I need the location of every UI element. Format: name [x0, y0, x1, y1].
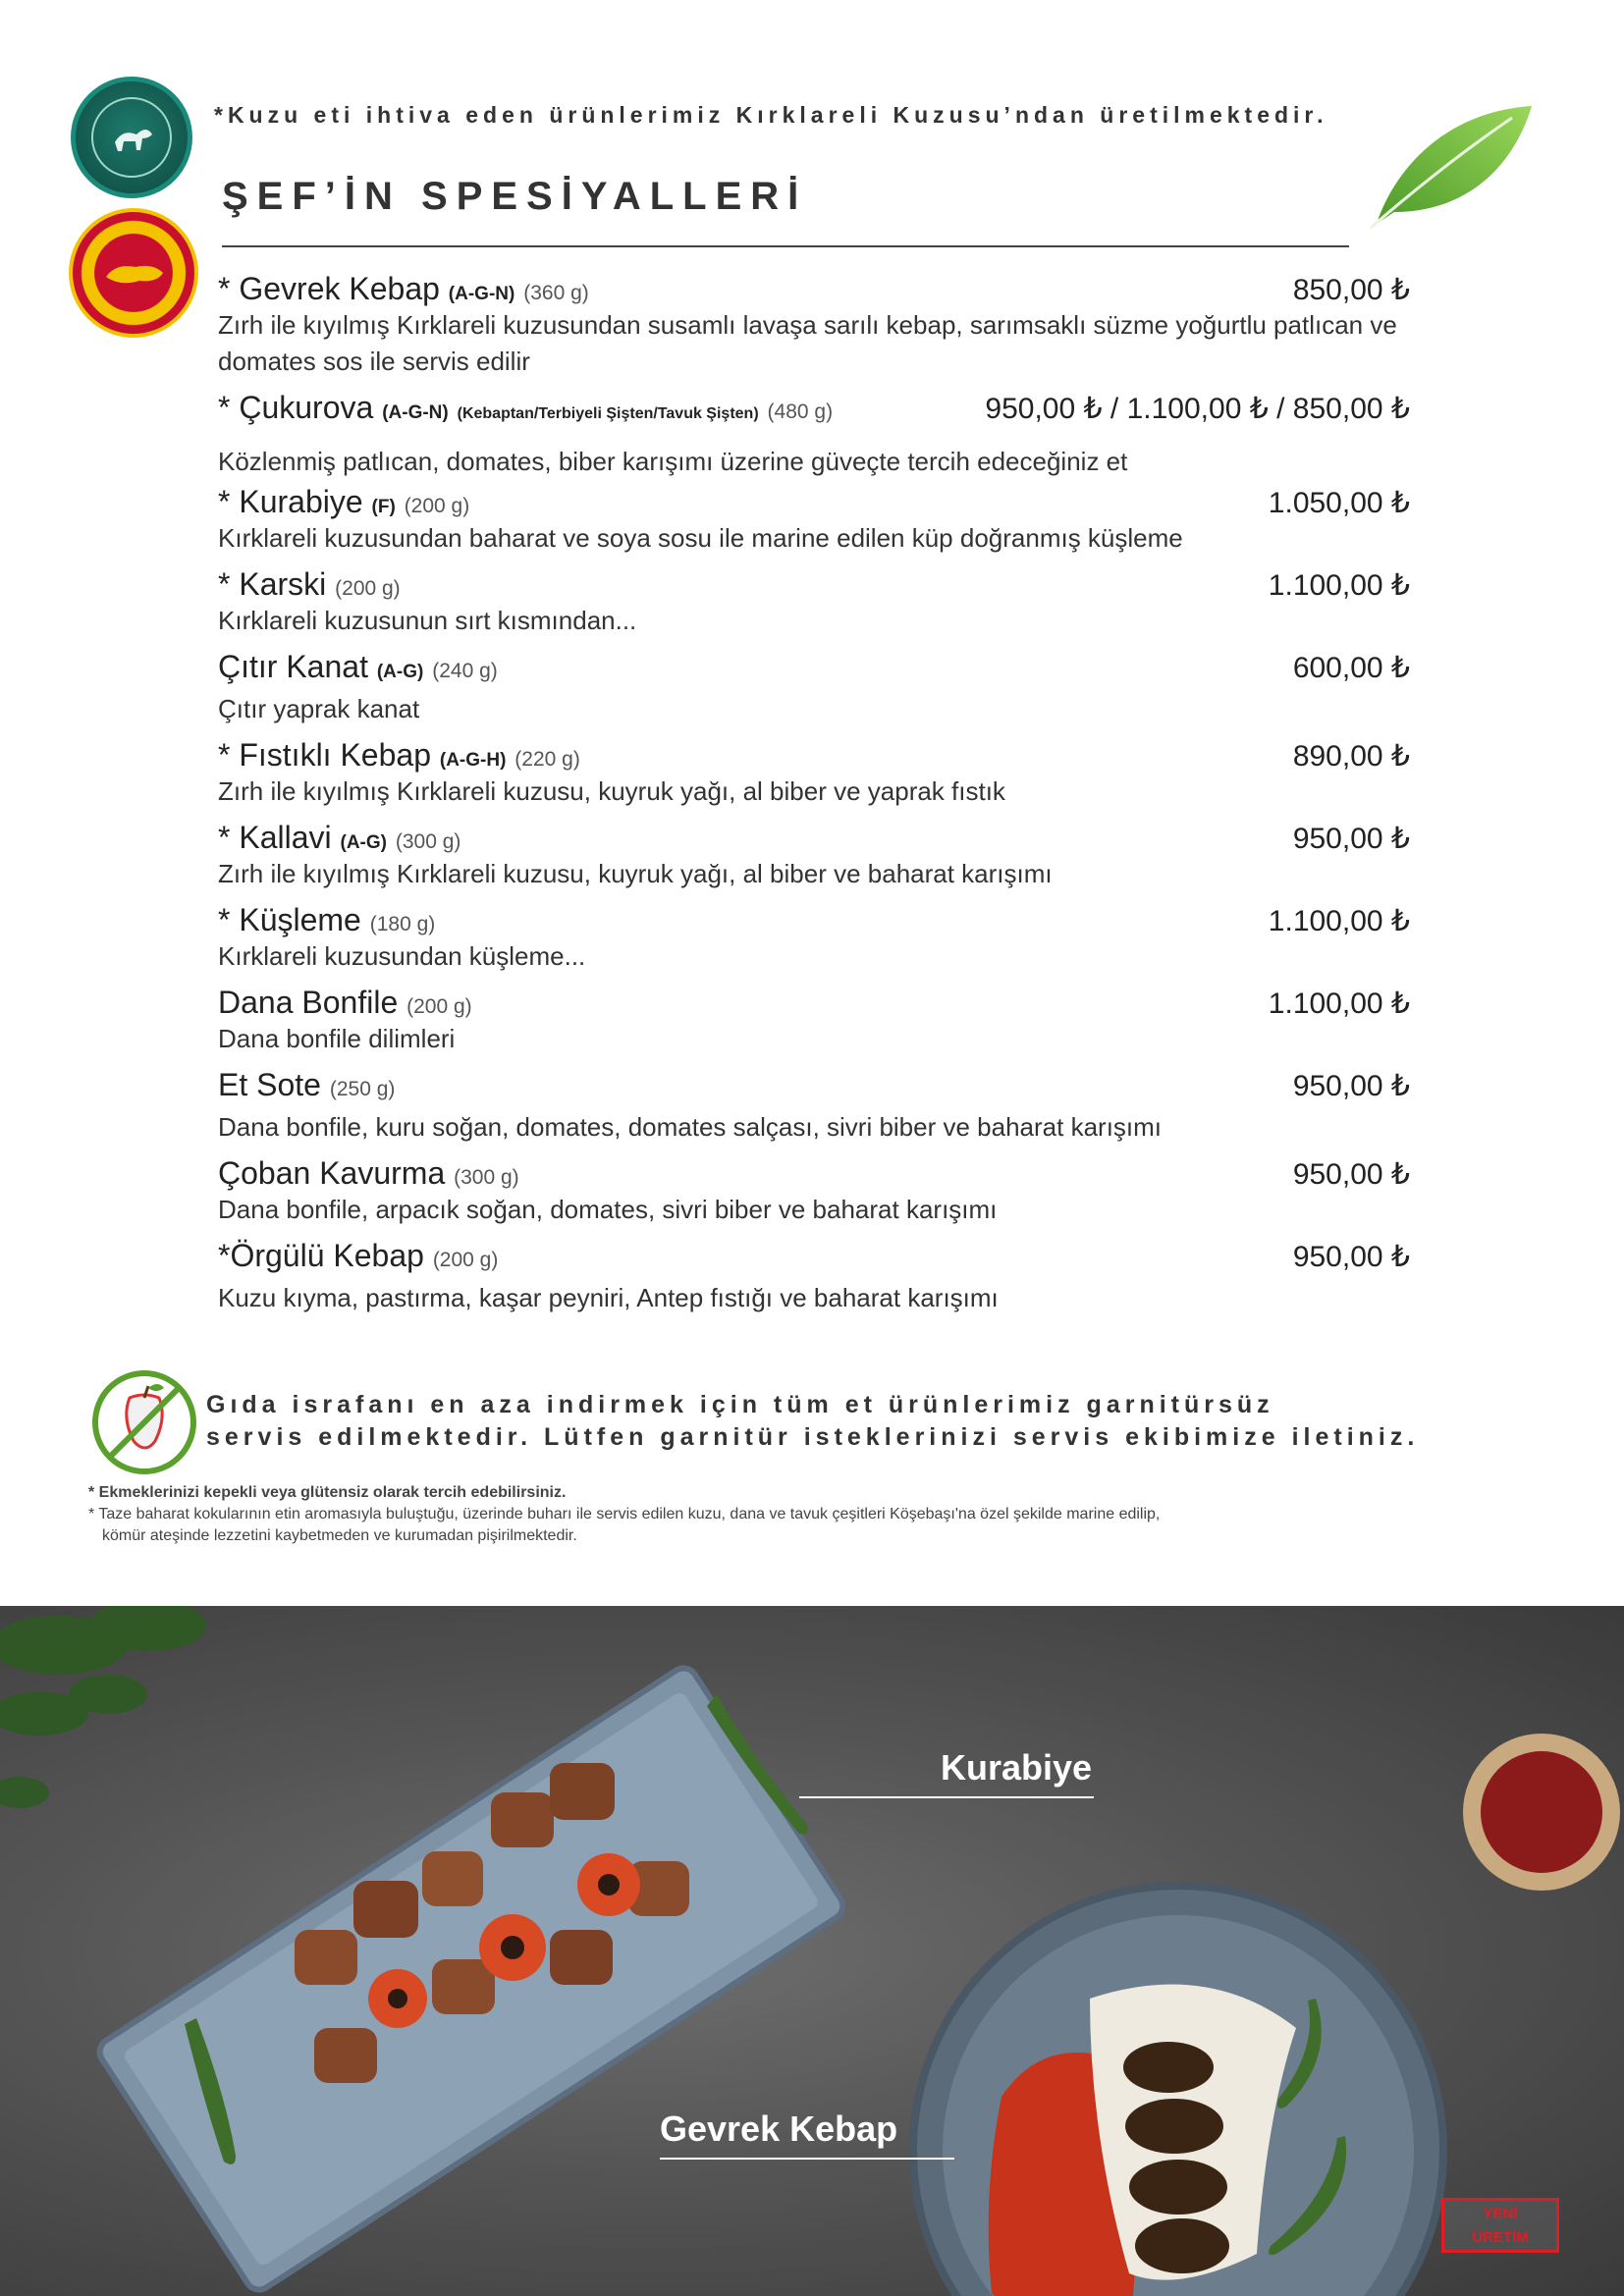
- yeni-uretim-badge: [1441, 2198, 1559, 2253]
- menu-item-price: 950,00 ₺: [1292, 1241, 1410, 1273]
- menu-item-description: Kırklareli kuzusundan baharat ve soya sosu ile marine edilen küp doğranmış küşleme: [218, 523, 1183, 553]
- turkey-geographical-indication-icon: [69, 208, 198, 338]
- kurabiye-label-rule: [799, 1796, 1094, 1798]
- menu-list: [218, 271, 1410, 1326]
- menu-item-row: [218, 820, 1410, 856]
- menu-item-row: [218, 566, 1410, 603]
- menu-item: [218, 1155, 1410, 1228]
- menu-item-description: Kırklareli kuzusundan küşleme...: [218, 941, 586, 971]
- menu-item-row: [218, 1067, 1410, 1103]
- menu-item-description: Dana bonfile, kuru soğan, domates, domates salçası, sivri biber ve baharat karışımı: [218, 1112, 1163, 1142]
- menu-item-price: 890,00 ₺: [1292, 740, 1410, 773]
- menu-item-price: 1.050,00 ₺: [1268, 487, 1410, 519]
- menu-item-description: Çıtır yaprak kanat: [218, 694, 420, 723]
- menu-item-name-line: [218, 985, 472, 1021]
- menu-item-price: 1.100,00 ₺: [1268, 569, 1410, 602]
- menu-item-row: [218, 902, 1410, 938]
- menu-item-name: * Fıstıklı Kebap: [218, 737, 431, 773]
- menu-item-weight: (200 g): [404, 495, 470, 517]
- menu-item-price: 1.100,00 ₺: [1268, 905, 1410, 937]
- footnotes: [88, 1482, 1502, 1547]
- food-photo-illustration: [0, 1606, 1624, 2296]
- menu-item-weight: (220 g): [514, 748, 580, 771]
- bread-footnote: * Ekmeklerinizi kepekli veya glütensiz olarak tercih edebilirsiniz.: [88, 1484, 567, 1501]
- menu-item-price: 950,00 ₺: [1292, 1158, 1410, 1191]
- menu-item-row: [218, 985, 1410, 1021]
- menu-item-name: Dana Bonfile: [218, 985, 399, 1020]
- menu-item-name: * Çukurova: [218, 390, 374, 425]
- menu-item: [218, 737, 1410, 810]
- menu-item: [218, 1238, 1410, 1316]
- menu-item-name-line: [218, 484, 469, 520]
- menu-item: [218, 902, 1410, 975]
- menu-item-weight: (200 g): [406, 995, 472, 1018]
- menu-item-price: 600,00 ₺: [1292, 652, 1410, 684]
- title-divider: [222, 245, 1349, 247]
- marinade-footnote: * Taze baharat kokularının etin aromasıyla buluştuğu, üzerinde buharı ile servis edilen kuzu, dana ve tavuk çeşitleri Köşebaşı'na özel şekilde marine edilip,: [88, 1506, 1161, 1522]
- menu-item-note: (Kebaptan/Terbiyeli Şişten/Tavuk Şişten): [457, 405, 759, 422]
- menu-item-weight: (300 g): [395, 830, 461, 853]
- menu-item-row: [218, 271, 1410, 307]
- marinade-footnote-cont: kömür ateşinde lezzetini kaybetmeden ve kurumadan pişirilmektedir.: [102, 1527, 577, 1544]
- menu-item-description: Zırh ile kıyılmış Kırklareli kuzusu, kuyruk yağı, al biber ve yaprak fıstık: [218, 776, 1005, 806]
- menu-item: [218, 820, 1410, 892]
- menu-item-name: * Kallavi: [218, 820, 332, 855]
- food-photo: [0, 1606, 1624, 2296]
- menu-item-row: [218, 649, 1410, 685]
- menu-item-price: 1.100,00 ₺: [1268, 988, 1410, 1020]
- menu-item-name: Et Sote: [218, 1067, 321, 1102]
- menu-item-name-line: [218, 566, 401, 603]
- menu-item: [218, 390, 1410, 480]
- menu-item-name: * Küşleme: [218, 902, 361, 937]
- food-waste-line-1: Gıda israfanı en aza indirmek için tüm et ürünlerimiz garnitürsüz: [206, 1391, 1274, 1418]
- menu-item: [218, 484, 1410, 557]
- menu-item-weight: (360 g): [523, 282, 589, 304]
- lamb-origin-note: *Kuzu eti ihtiva eden ürünlerimiz Kırklareli Kuzusu’ndan üretilmektedir.: [214, 102, 1328, 128]
- food-waste-note: [206, 1389, 1419, 1454]
- menu-item: [218, 271, 1410, 380]
- menu-item-weight: (200 g): [335, 577, 401, 600]
- menu-item-description: Dana bonfile dilimleri: [218, 1024, 456, 1053]
- menu-item-price: 950,00 ₺ / 1.100,00 ₺ / 850,00 ₺: [985, 393, 1410, 425]
- menu-item-weight: (480 g): [767, 400, 834, 423]
- menu-item-code: (A-G-N): [382, 402, 449, 423]
- menu-item-description: Zırh ile kıyılmış Kırklareli kuzusundan susamlı lavaşa sarılı kebap, sarımsaklı süzme yoğurtlu patlıcan ve domates sos ile servis edilir: [218, 310, 1397, 376]
- menu-item-description: Dana bonfile, arpacık soğan, domates, sivri biber ve baharat karışımı: [218, 1195, 998, 1224]
- menu-item-code: (A-G-N): [448, 284, 515, 304]
- menu-item-name: * Gevrek Kebap: [218, 271, 440, 306]
- menu-item: [218, 1067, 1410, 1146]
- menu-item-weight: (300 g): [454, 1166, 519, 1189]
- menu-item-weight: (240 g): [432, 660, 498, 682]
- menu-item-name: Çıtır Kanat: [218, 649, 368, 684]
- food-waste-line-2: servis edilmektedir. Lütfen garnitür isteklerinizi servis ekibimize iletiniz.: [206, 1423, 1420, 1451]
- menu-item-code: (A-G): [376, 662, 424, 682]
- menu-item-weight: (250 g): [329, 1078, 396, 1100]
- menu-item: [218, 649, 1410, 727]
- menu-item-description: Kuzu kıyma, pastırma, kaşar peyniri, Antep fıstığı ve baharat karışımı: [218, 1283, 999, 1312]
- kurabiye-photo-label: Kurabiye: [941, 1747, 1093, 1788]
- menu-item: [218, 985, 1410, 1057]
- menu-item-code: (A-G-H): [439, 750, 507, 771]
- menu-item-name: * Kurabiye: [218, 484, 363, 519]
- no-food-waste-icon: [90, 1368, 198, 1476]
- menu-item-name-line: [218, 820, 460, 856]
- page-title: ŞEF’İN SPESİYALLERİ: [222, 175, 808, 218]
- menu-item-description: Közlenmiş patlıcan, domates, biber karışımı üzerine güveçte tercih edeceğiniz et: [218, 447, 1128, 476]
- menu-item-row: [218, 390, 1410, 426]
- menu-item-price: 950,00 ₺: [1292, 1070, 1410, 1102]
- menu-item-row: [218, 737, 1410, 774]
- yeni-uretim-badge-word: ÜRETİM: [1472, 2229, 1529, 2246]
- yeni-uretim-badge-word: YENİ: [1483, 2206, 1518, 2222]
- menu-item: [218, 566, 1410, 639]
- menu-item-name: Çoban Kavurma: [218, 1155, 446, 1191]
- menu-item-name-line: [218, 737, 580, 774]
- gevrek-kebap-photo-label: Gevrek Kebap: [660, 2109, 898, 2149]
- menu-item-name: *Örgülü Kebap: [218, 1238, 424, 1273]
- menu-item-name-line: [218, 1155, 519, 1192]
- leaf-icon: [1365, 102, 1534, 230]
- menu-item-price: 950,00 ₺: [1292, 823, 1410, 855]
- menu-item-row: [218, 484, 1410, 520]
- menu-item-name-line: [218, 1067, 395, 1103]
- menu-item-name: * Karski: [218, 566, 327, 602]
- menu-item-code: (F): [371, 497, 396, 517]
- menu-item-name-line: [218, 902, 435, 938]
- menu-item-weight: (180 g): [369, 913, 436, 935]
- menu-item-price: 850,00 ₺: [1292, 274, 1410, 306]
- menu-item-name-line: [218, 1238, 498, 1274]
- kirklareli-lamb-badge-icon: [71, 77, 192, 198]
- menu-item-row: [218, 1155, 1410, 1192]
- gevrek-label-rule: [660, 2158, 954, 2160]
- menu-item-description: Zırh ile kıyılmış Kırklareli kuzusu, kuyruk yağı, al biber ve baharat karışımı: [218, 859, 1053, 888]
- menu-item-name-line: [218, 649, 498, 685]
- menu-item-description: Kırklareli kuzusunun sırt kısmından...: [218, 606, 637, 635]
- menu-item-weight: (200 g): [432, 1249, 499, 1271]
- menu-item-name-line: [218, 271, 589, 307]
- menu-item-name-line: [218, 390, 833, 426]
- menu-item-row: [218, 1238, 1410, 1274]
- menu-item-code: (A-G): [340, 832, 387, 853]
